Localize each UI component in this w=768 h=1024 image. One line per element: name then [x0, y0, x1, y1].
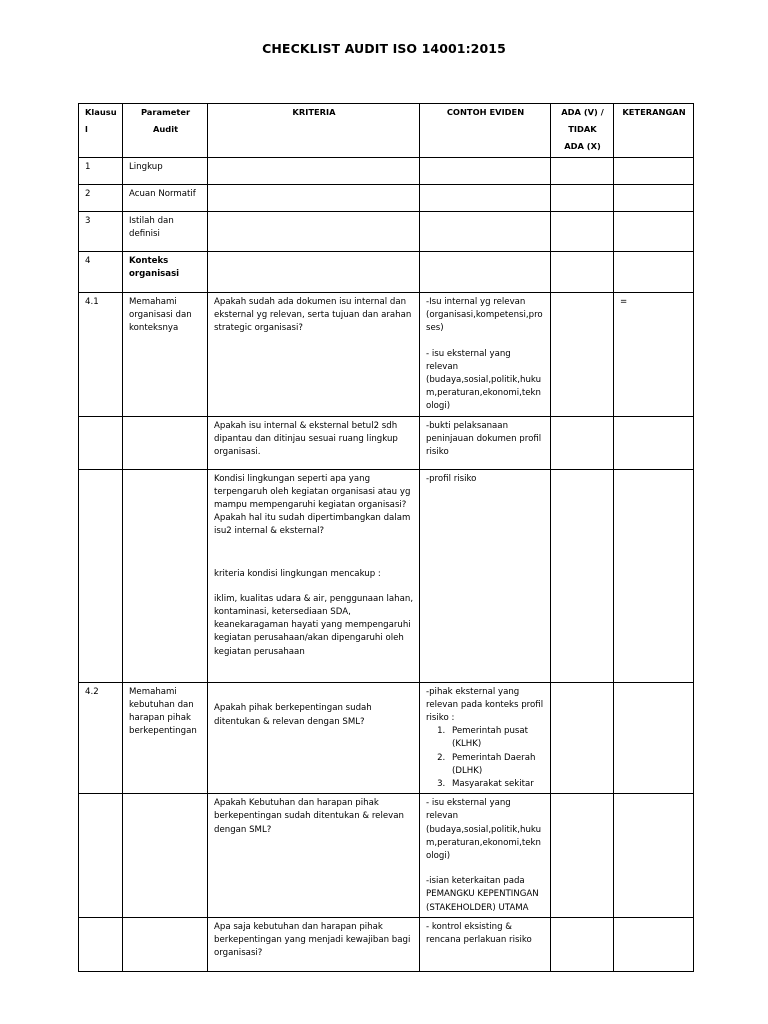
keterangan-cell	[614, 682, 694, 794]
klausul-cell: 1	[79, 158, 123, 185]
spacer	[426, 336, 545, 348]
parameter-cell	[123, 469, 208, 682]
kriteria-cell	[208, 469, 420, 682]
kriteria-text: iklim, kualitas udara & air, penggunaan lahan, kontaminasi, ketersediaan SDA, keanekaragaman hayati yang mempengaruhi kegiatan perusahaan/akan dipengaruhi oleh kegiatan perusahaan	[214, 593, 414, 657]
stakeholder-list	[426, 725, 545, 791]
header-keterangan: KETERANGAN	[614, 104, 694, 158]
spacer	[426, 863, 545, 875]
header-row	[79, 104, 694, 158]
eviden-cell	[420, 682, 551, 794]
eviden-text: -pihak eksternal yang relevan pada konteks profil risiko :	[426, 686, 544, 724]
table-row	[79, 158, 694, 185]
keterangan-cell	[614, 212, 694, 252]
ada-cell	[551, 416, 614, 469]
table-row	[79, 252, 694, 293]
eviden-cell	[420, 794, 551, 918]
header-contoh-eviden: CONTOH EVIDEN	[420, 104, 551, 158]
keterangan-cell	[614, 794, 694, 918]
ada-cell	[551, 293, 614, 417]
table-row	[79, 917, 694, 971]
header-klausul: Klausu l	[79, 104, 123, 158]
klausul-cell	[79, 416, 123, 469]
ada-cell	[551, 794, 614, 918]
list-item: 2. Pemerintah Daerah (DLHK)	[448, 752, 545, 778]
kriteria-cell	[208, 252, 420, 293]
parameter-cell	[123, 794, 208, 918]
header-kriteria: KRITERIA	[208, 104, 420, 158]
kriteria-text: Kondisi lingkungan seperti apa yang terpengaruh oleh kegiatan organisasi atau yg mampu mempengaruhi kegiatan organisasi? Apakah hal itu sudah dipertimbangkan dalam isu2 internal & eksternal?	[214, 473, 411, 537]
ada-cell	[551, 158, 614, 185]
kriteria-cell	[208, 212, 420, 252]
parameter-cell: Konteks organisasi	[123, 252, 208, 293]
keterangan-cell	[614, 917, 694, 971]
parameter-cell: Istilah dan definisi	[123, 212, 208, 252]
table-row	[79, 469, 694, 682]
kriteria-cell	[208, 185, 420, 212]
keterangan-cell	[614, 185, 694, 212]
ada-cell	[551, 682, 614, 794]
eviden-cell	[420, 293, 551, 417]
audit-checklist-table	[78, 103, 694, 972]
klausul-cell	[79, 794, 123, 918]
table-row	[79, 185, 694, 212]
keterangan-cell	[614, 252, 694, 293]
table-row	[79, 212, 694, 252]
kriteria-cell: Apakah sudah ada dokumen isu internal dan eksternal yg relevan, serta tujuan dan arahan strategic organisasi?	[208, 293, 420, 417]
eviden-cell	[420, 212, 551, 252]
table-row	[79, 293, 694, 417]
keterangan-cell	[614, 416, 694, 469]
eviden-text: -isian keterkaitan pada PEMANGKU KEPENTINGAN (STAKEHOLDER) UTAMA	[426, 876, 539, 913]
header-parameter: Parameter Audit	[123, 104, 208, 158]
parameter-cell: Memahami organisasi dan konteksnya	[123, 293, 208, 417]
spacer	[214, 581, 414, 593]
ada-cell	[551, 917, 614, 971]
kriteria-cell: Apakah isu internal & eksternal betul2 sdh dipantau dan ditinjau sesuai ruang lingkup organisasi.	[208, 416, 420, 469]
eviden-cell	[420, 252, 551, 293]
eviden-text: - isu eksternal yang relevan (budaya,sosial,politik,hukum,peraturan,ekonomi,teknologi)	[426, 798, 542, 862]
parameter-cell: Memahami kebutuhan dan harapan pihak berkepentingan	[123, 682, 208, 794]
kriteria-text: kriteria kondisi lingkungan mencakup :	[214, 568, 381, 579]
kriteria-cell: Apakah Kebutuhan dan harapan pihak berkepentingan sudah ditentukan & relevan dengan SML?	[208, 794, 420, 918]
ada-cell	[551, 212, 614, 252]
klausul-cell: 4.1	[79, 293, 123, 417]
table-row	[79, 682, 694, 794]
keterangan-cell	[614, 158, 694, 185]
header-ada-tidak-ada: ADA (V) / TIDAK ADA (X)	[551, 104, 614, 158]
eviden-text: - isu eksternal yang relevan (budaya,sosial,politik,hukum,peraturan,ekonomi,teknologi)	[426, 348, 542, 412]
eviden-cell: - kontrol eksisting & rencana perlakuan risiko	[420, 917, 551, 971]
klausul-cell: 2	[79, 185, 123, 212]
keterangan-cell	[614, 469, 694, 682]
kriteria-text: Apakah pihak berkepentingan sudah ditentukan & relevan dengan SML?	[214, 703, 372, 727]
table-row	[79, 416, 694, 469]
list-item: 3. Masyarakat sekitar	[448, 778, 545, 791]
parameter-cell: Lingkup	[123, 158, 208, 185]
ada-cell	[551, 469, 614, 682]
klausul-cell	[79, 469, 123, 682]
eviden-cell: -bukti pelaksanaan peninjauan dokumen profil risiko	[420, 416, 551, 469]
ada-cell	[551, 252, 614, 293]
document-title: CHECKLIST AUDIT ISO 14001:2015	[262, 41, 506, 56]
spacer	[214, 539, 414, 568]
keterangan-cell: =	[614, 293, 694, 417]
kriteria-cell: Apa saja kebutuhan dan harapan pihak berkepentingan yang menjadi kewajiban bagi organisasi?	[208, 917, 420, 971]
klausul-cell: 4.2	[79, 682, 123, 794]
parameter-cell: Acuan Normatif	[123, 185, 208, 212]
eviden-text: -Isu internal yg relevan (organisasi,kompetensi,proses)	[426, 297, 543, 334]
klausul-cell: 4	[79, 252, 123, 293]
ada-cell	[551, 185, 614, 212]
kriteria-cell	[208, 158, 420, 185]
eviden-cell: -profil risiko	[420, 469, 551, 682]
eviden-cell	[420, 158, 551, 185]
klausul-cell	[79, 917, 123, 971]
parameter-cell	[123, 917, 208, 971]
kriteria-cell	[208, 682, 420, 794]
table-row	[79, 794, 694, 918]
klausul-cell: 3	[79, 212, 123, 252]
list-item: 1. Pemerintah pusat (KLHK)	[448, 725, 545, 751]
eviden-cell	[420, 185, 551, 212]
parameter-cell	[123, 416, 208, 469]
